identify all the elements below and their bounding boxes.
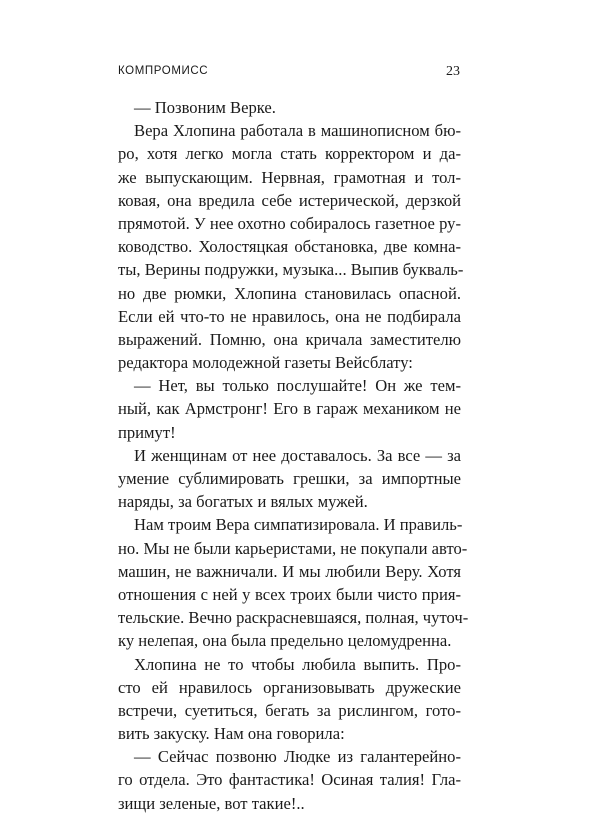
text-line: ный, как Армстронг! Его в гараж механиком не bbox=[118, 399, 461, 419]
text-line: — Позвоним Верке. bbox=[134, 98, 276, 117]
body-text bbox=[118, 96, 469, 815]
text-line: умение сублимировать грешки, за импортные bbox=[118, 469, 461, 488]
text-line: Нам троим Вера симпатизировала. И правиль- bbox=[134, 515, 463, 535]
text-line: зищи зеленые, вот такие!.. bbox=[118, 793, 305, 813]
text-line: машин, не важничали. И мы любили Веру. Хотя bbox=[118, 561, 461, 581]
text-line: же выпускающим. Нервная, грамотная и тол- bbox=[118, 167, 461, 187]
page-number: 23 bbox=[446, 64, 460, 79]
text-line: тельские. Вечно раскрасневшаяся, полная, чуточ- bbox=[118, 608, 469, 628]
text-line: ро, хотя легко могла стать корректором и да- bbox=[118, 144, 461, 164]
running-head-title: КОМПРОМИСС bbox=[118, 65, 209, 77]
text-line: но две рюмки, Хлопина становилась опасной. bbox=[118, 283, 461, 303]
text-line: го отдела. Это фантастика! Осиная талия! Гла- bbox=[118, 770, 461, 790]
text-line: отношения с ней у всех троих были чисто прия- bbox=[118, 584, 461, 604]
text-line: Если ей что-то не нравилось, она не подбирала bbox=[118, 306, 461, 326]
text-line: — Нет, вы только послушайте! Он же тем- bbox=[134, 376, 461, 396]
text-line: встречи, суетиться, бегать за рислингом, гото- bbox=[118, 700, 461, 720]
text-line: наряды, за богатых и вялых мужей. bbox=[118, 492, 368, 512]
text-line: примут! bbox=[118, 422, 176, 442]
text-line: сто ей нравилось организовывать дружеские bbox=[118, 677, 461, 697]
text-line: но. Мы не были карьеристами, не покупали авто- bbox=[118, 538, 468, 558]
text-line: ковая, она вредила себе истерической, дерзкой bbox=[118, 190, 461, 210]
text-line: ку нелепая, она была предельно целомудренна. bbox=[118, 631, 452, 651]
text-line: ководство. Холостяцкая обстановка, две комна- bbox=[118, 237, 461, 257]
text-line: Хлопина не то чтобы любила выпить. Про- bbox=[134, 654, 461, 674]
text-line: редактора молодежной газеты Вейсблату: bbox=[118, 353, 413, 373]
text-line: выражений. Помню, она кричала заместителю bbox=[118, 329, 461, 349]
text-line: Вера Хлопина работала в машинописном бю- bbox=[134, 121, 461, 141]
text-line: ты, Верины подружки, музыка... Выпив букваль- bbox=[118, 260, 464, 280]
text-line: — Сейчас позвоню Людке из галантерейно- bbox=[134, 747, 461, 767]
text-line: И женщинам от нее доставалось. За все — за bbox=[134, 445, 461, 465]
text-line: вить закуску. Нам она говорила: bbox=[118, 724, 345, 744]
text-line: прямотой. У нее охотно собиралось газетное ру- bbox=[118, 213, 461, 233]
